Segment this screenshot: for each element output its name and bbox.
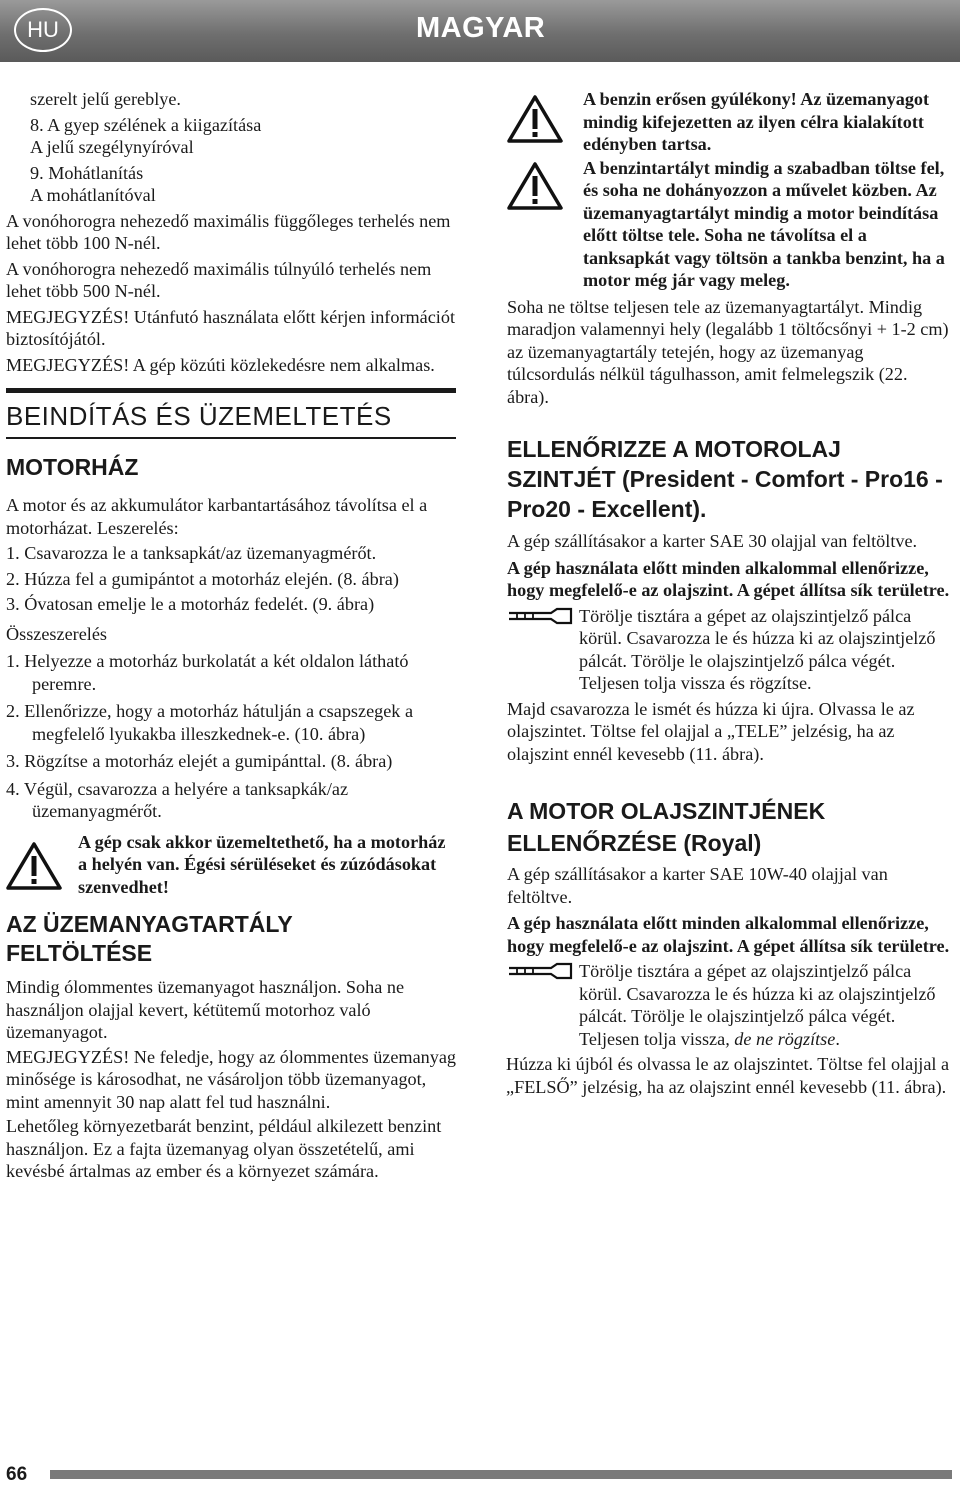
intro-line: A jelű szegélynyíróval — [30, 137, 194, 157]
motorhaz-intro: A motor és az akkumulátor karbantartásához távolítsa el a motorházat. Leszerelés: — [6, 495, 428, 538]
warning-text: A gép csak akkor üzemeltethető, ha a motorház a helyén van. Égési sérüléseket és zúzódásokat szenvedhet! — [78, 831, 446, 897]
intro-line: 9. Mohátlanítás — [30, 162, 144, 183]
tank-text-1: Mindig ólommentes üzemanyagot használjon. Soha ne használjon olajjal kevert, kétütemű motorhoz való üzemanyagot. — [6, 977, 405, 1042]
intro-line: szerelt jelű gereblye. — [30, 89, 181, 109]
warning-triangle-icon — [507, 161, 563, 211]
page-number: 66 — [6, 1464, 28, 1485]
intro-line: A mohátlanítóval — [30, 185, 156, 205]
list-item: 2. Húzza fel a gumipántot a motorház elején. (8. ábra) — [6, 568, 399, 589]
note-road: MEGJEGYZÉS! A gép közúti közlekedésre nem alkalmas. — [6, 354, 435, 375]
list-item: 3. Óvatosan emelje le a motorház fedelét. (9. ábra) — [6, 594, 375, 614]
heading-tank: AZ ÜZEMANYAGTARTÁLY FELTÖLTÉSE — [6, 911, 293, 966]
footer-bar — [50, 1470, 952, 1479]
oil-check-royal-bold: A gép használata előtt minden alkalommal ellenőrizze, hogy megfelelő-e az olajszint. A gépet állítsa sík területre. — [507, 913, 950, 956]
dipstick-text: Törölje tisztára a gépet az olajszintjelző pálca körül. Csavarozza le és húzza ki az olajszintjelző pálcát. Törölje le olajszintjelző pálca végét. Teljesen tolja vissza és rögzítse. — [579, 605, 936, 693]
tank-text-3: Lehetőleg környezetbarát benzint, például alkilezett benzint használjon. Ez a fajta üzemanyag olyan összetételű, ami kevésbé ártalmas az ember és a környezet számára. — [6, 1116, 442, 1181]
dipstick-block — [507, 605, 953, 695]
dipstick-text — [579, 960, 953, 1050]
heading-oil-check: ELLENŐRIZZE A MOTOROLAJ SZINTJÉT (President - Comfort - Pro16 - Pro20 - Excellent). — [507, 436, 943, 522]
warning-block — [507, 157, 953, 292]
warning-block — [6, 831, 456, 899]
dipstick-icon — [507, 605, 579, 632]
right-column — [507, 88, 953, 1098]
dipstick-text-main: Törölje tisztára a gépet az olajszintjelző pálca körül. Csavarozza le és húzza ki az olajszintjelző pálcát. Törölje le olajszintjelző pálca végét. Teljesen tolja vissza — [579, 961, 936, 1049]
oil-read-text: Majd csavarozza le ismét és húzza ki újra. Olvassa le az olajszintet. Töltse fel olajjal a „TELE” jelzésig, ha az olajszint ennél kevesebb (11. ábra). — [507, 698, 915, 764]
dipstick-icon — [507, 960, 579, 987]
warning-triangle-icon — [507, 94, 563, 144]
dipstick-text-end: . — [835, 1028, 840, 1049]
section-title: BEINDÍTÁS ÉS ÜZEMELTETÉS — [6, 388, 456, 439]
oil-read-royal-text: Húzza ki újból és olvassa le az olajszintet. Töltse fel olajjal a „FELSŐ” jelzésig, ha az olajszint ennél kevesebb (11. ábra). — [506, 1054, 950, 1097]
warning-triangle-icon — [6, 841, 62, 891]
list-item: 1. Csavarozza le a tanksapkát/az üzemanyagmérőt. — [6, 543, 377, 563]
tank-fill-text: Soha ne töltse teljesen tele az üzemanyagtartályt. Mindig maradjon valamennyi hely (legalább 1 töltőcsőnyi + 1-2 cm) az üzemanyagtartály tetején, hogy az üzemanyag túlcsordulás nélkül tágulhasson, amit felmelegszik (22. ábra). — [507, 296, 949, 407]
left-column — [6, 88, 456, 1183]
language-badge: HU — [14, 8, 72, 52]
list-item: 1. Helyezze a motorház burkolatát a két oldalon látható peremre. — [6, 651, 409, 694]
list-item: 4. Végül, csavarozza a helyére a tanksapkák/az üzemanyagmérőt. — [6, 778, 349, 821]
intro-line: 8. A gyep szélének a kiigazítása — [30, 114, 262, 135]
oil-check-bold: A gép használata előtt minden alkalommal ellenőrizze, hogy megfelelő-e az olajszint. A gépet állítsa sík területre. — [507, 557, 950, 600]
horizontal-load-text: A vonóhorogra nehezedő maximális túlnyúló terhelés nem lehet több 500 N-nél. — [6, 258, 432, 301]
dipstick-block — [507, 960, 953, 1050]
dipstick-text-italic: , de ne rögzítse — [725, 1028, 836, 1049]
note-insurance: MEGJEGYZÉS! Utánfutó használata előtt kérjen információt biztosítójától. — [6, 306, 455, 349]
header-bar — [0, 0, 960, 62]
oil-check-royal-text: A gép szállításakor a karter SAE 10W-40 olajjal van feltöltve. — [507, 864, 888, 907]
list-item: 3. Rögzítse a motorház elejét a gumipánttal. (8. ábra) — [6, 751, 393, 771]
heading-motorhaz: MOTORHÁZ — [6, 454, 139, 480]
warning-block — [507, 88, 953, 156]
osszeszereles-title: Összeszerelés — [6, 623, 107, 644]
oil-check-text: A gép szállításakor a karter SAE 30 olajjal van feltöltve. — [507, 531, 918, 551]
vertical-load-text: A vonóhorogra nehezedő maximális függőleges terhelés nem lehet több 100 N-nél. — [6, 210, 451, 253]
warning-text: A benzintartályt mindig a szabadban töltse fel, és soha ne dohányozzon a művelet közben. Az üzemanyagtartályt mindig a motor beindítása előtt töltse tele. Soha ne távolítsa el a tanksapkát vagy töltsön a tankba benzint, ha a motor még jár vagy meleg. — [583, 157, 945, 290]
warning-text: A benzin erősen gyúlékony! Az üzemanyagot mindig kifejezetten az ilyen célra kialakított edényben tartsa. — [583, 89, 930, 154]
language-title: MAGYAR — [416, 12, 546, 44]
heading-oil-check-royal: A MOTOR OLAJSZINTJÉNEK ELLENŐRZÉSE (Royal) — [507, 798, 826, 856]
list-item: 2. Ellenőrizze, hogy a motorház hátulján a csapszegek a megfelelő lyukakba illeszkednek-e. (10. ábra) — [6, 701, 414, 744]
tank-text-2: MEGJEGYZÉS! Ne feledje, hogy az ólommentes üzemanyag minősége is károsodhat, ne vásároljon több üzemanyagot, mint amennyit 30 nap alatt fel tud használni. — [6, 1046, 457, 1112]
